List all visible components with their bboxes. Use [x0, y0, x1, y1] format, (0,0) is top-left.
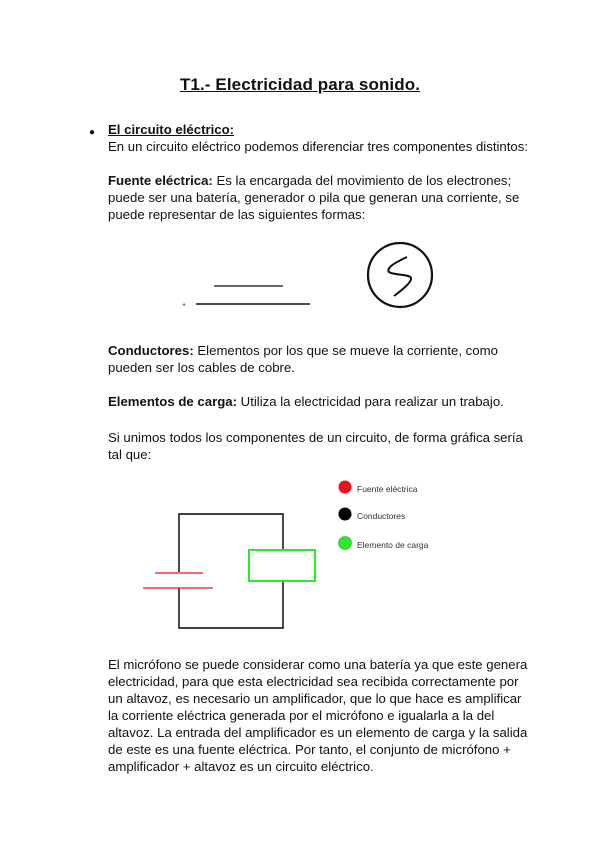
legend-dot-conductores	[339, 508, 352, 521]
legend-label-fuente: Fuente eléctrica	[357, 484, 418, 494]
carga-text: Utiliza la electricidad para realizar un trabajo.	[240, 394, 504, 409]
conductores-paragraph	[108, 342, 528, 376]
bullet-marker: ●	[89, 127, 96, 138]
battery-plus-sign: +	[182, 302, 187, 309]
fuente-text-1: Es la encargada del movimiento de los electrones;	[216, 173, 512, 188]
conductores-text-2: pueden ser los cables de cobre.	[108, 360, 295, 375]
circuit-conductor-bottom	[179, 582, 283, 628]
legend-dot-fuente	[339, 481, 352, 494]
intro-text: En un circuito eléctrico podemos diferenciar tres componentes distintos:	[108, 139, 529, 154]
circuit-diagram	[140, 510, 320, 635]
page-title: T1.- Electricidad para sonido.	[179, 75, 421, 94]
fuente-label: Fuente eléctrica:	[108, 173, 213, 188]
unimos-paragraph	[108, 429, 528, 463]
carga-label: Elementos de carga:	[108, 394, 237, 409]
conductores-label: Conductores:	[108, 343, 194, 358]
fuente-text-3: puede representar de las siguientes formas:	[108, 207, 366, 222]
fuente-paragraph	[108, 172, 528, 223]
para-line: la corriente eléctrica generada por el micrófono e igualarla a la del	[108, 708, 495, 723]
unimos-text-1: Si unimos todos los componentes de un circuito, de forma gráfica sería	[108, 430, 523, 445]
circuit-load-element	[249, 550, 315, 581]
fuente-text-2: puede ser una batería, generador o pila que generan una corriente, se	[108, 190, 520, 205]
para-line: un altavoz, es necesario un amplificador, que lo que hace es amplificar	[108, 691, 522, 706]
unimos-text-2: tal que:	[108, 447, 152, 462]
legend	[336, 478, 466, 558]
para-line: electricidad, para que esta electricidad sea recibida correctamente por	[108, 674, 519, 689]
carga-paragraph	[108, 393, 528, 410]
section-heading: El circuito eléctrico:	[108, 122, 235, 137]
legend-label-carga: Elemento de carga	[357, 540, 429, 550]
legend-label-conductores: Conductores	[357, 511, 406, 521]
section-intro	[108, 121, 528, 155]
legend-dot-carga	[339, 537, 352, 550]
microfono-paragraph	[108, 656, 528, 775]
battery-symbol	[180, 278, 320, 312]
generator-symbol	[364, 240, 436, 312]
para-line: de este es una fuente eléctrica. Por tanto, el conjunto de micrófono +	[108, 742, 511, 757]
para-line: amplificador + altavoz es un circuito eléctrico.	[108, 759, 374, 774]
conductores-text-1: Elementos por los que se mueve la corriente, como	[197, 343, 498, 358]
para-line: altavoz. La entrada del amplificador es un elemento de carga y la salida	[108, 725, 528, 740]
para-line: El micrófono se puede considerar como una batería ya que este genera	[108, 657, 528, 672]
